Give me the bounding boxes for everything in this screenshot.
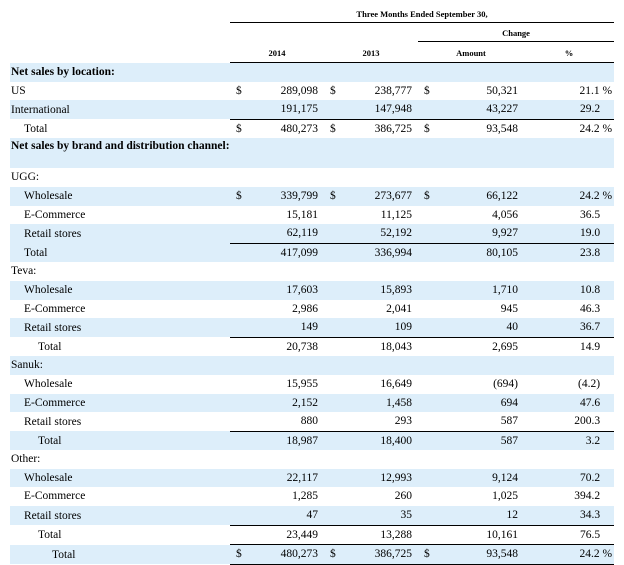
row-label: Total (10, 243, 230, 262)
value-pct: 29.2 (524, 100, 614, 119)
value-2013: 386,725 (342, 119, 418, 138)
value-2014: 22,117 (248, 469, 324, 488)
value-2014: 47 (248, 506, 324, 525)
header-row-change (10, 23, 614, 42)
row-label: Retail stores (24, 415, 82, 428)
value-pct: 3.2 (524, 431, 614, 450)
currency-symbol: $ (330, 84, 336, 97)
value-amount: 12 (436, 506, 524, 525)
row-label: Wholesale (10, 281, 230, 300)
value-amount: 9,124 (436, 469, 524, 488)
section-title: Net sales by brand and distribution channel: (10, 138, 230, 168)
table-row (10, 506, 614, 525)
header-row-columns (10, 42, 614, 63)
table-row (10, 300, 614, 319)
row-label: Total (10, 431, 230, 450)
table-row-grand-total (10, 545, 614, 565)
value-amount: 945 (500, 302, 518, 315)
value-2013: 147,948 (342, 100, 418, 119)
value-pct: 24.2 % (524, 119, 614, 138)
value-2014: 289,098 (280, 84, 318, 97)
value-pct: 200.3 (574, 415, 601, 428)
table-row-total (10, 337, 614, 356)
value-amount: 1,710 (436, 281, 524, 300)
value-2014: 15,181 (286, 208, 318, 221)
value-2014: 339,799 (248, 187, 324, 206)
table-row (10, 412, 614, 431)
table-row (10, 318, 614, 337)
section-row (10, 138, 614, 168)
currency-symbol: $ (424, 84, 430, 97)
value-2014: 2,152 (248, 394, 324, 413)
table-row (10, 100, 614, 119)
brand-row (10, 262, 614, 281)
value-amount: 4,056 (492, 208, 518, 221)
value-2013: 260 (394, 490, 412, 503)
row-label: US (11, 84, 26, 97)
table-row (10, 82, 614, 101)
value-2014: 480,273 (248, 545, 324, 565)
value-pct: 36.7 (524, 318, 614, 337)
table-row (10, 487, 614, 506)
row-label: Wholesale (10, 187, 230, 206)
currency-symbol: $ (236, 84, 242, 97)
brand-row (10, 168, 614, 187)
value-pct: 76.5 (524, 525, 614, 545)
row-label: E-Commerce (24, 208, 86, 221)
value-2014: 880 (300, 415, 318, 428)
value-2014: 18,987 (248, 431, 324, 450)
table-row (10, 375, 614, 394)
value-amount: 66,122 (436, 187, 524, 206)
row-label: Total (24, 122, 48, 135)
value-pct: 23.8 (524, 243, 614, 262)
currency-symbol: $ (324, 119, 342, 138)
value-pct: (4.2) (578, 377, 601, 390)
value-2013: 386,725 (342, 545, 418, 565)
row-label: E-Commerce (10, 394, 230, 413)
currency-symbol: $ (418, 119, 436, 138)
value-2014: 2,986 (292, 302, 318, 315)
row-label: Total (38, 529, 62, 542)
value-pct: 46.3 (579, 302, 601, 315)
brand-teva: Teva: (11, 265, 37, 278)
brand-sanuk: Sanuk: (10, 356, 614, 375)
currency-symbol: $ (324, 545, 342, 565)
value-2014: 23,449 (248, 525, 324, 545)
value-amount: 50,321 (486, 84, 518, 97)
value-2013: 13,288 (342, 525, 418, 545)
value-2014: 417,099 (248, 243, 324, 262)
table-row (10, 187, 614, 206)
value-2014: 191,175 (248, 100, 324, 119)
section-row (10, 63, 614, 82)
value-amount: 40 (436, 318, 524, 337)
brand-ugg: UGG: (11, 171, 40, 184)
value-2014: 480,273 (248, 119, 324, 138)
net-sales-table (10, 4, 614, 565)
value-2013: 15,893 (342, 281, 418, 300)
table-row (10, 224, 614, 243)
value-2013: 293 (394, 415, 412, 428)
table-row-total (10, 119, 614, 138)
value-pct: 19.0 (524, 224, 614, 243)
value-amount: 1,025 (492, 490, 518, 503)
value-amount: 10,161 (436, 525, 524, 545)
value-2013: 16,649 (380, 377, 412, 390)
table-row-total (10, 243, 614, 262)
col-pct-header: % (524, 42, 614, 63)
col-2014-header: 2014 (230, 42, 324, 63)
table-row-total (10, 525, 614, 545)
value-pct: 14.9 (524, 337, 614, 356)
row-label: Total (38, 340, 62, 353)
row-label: International (10, 100, 230, 119)
value-2014: 149 (248, 318, 324, 337)
value-2013: 2,041 (386, 302, 412, 315)
value-2013: 336,994 (342, 243, 418, 262)
table-row (10, 206, 614, 225)
value-pct: 24.2 % (524, 545, 614, 565)
value-pct: 394.2 (574, 490, 601, 503)
value-2013: 238,777 (374, 84, 412, 97)
value-2013: 18,400 (342, 431, 418, 450)
value-amount: 80,105 (436, 243, 524, 262)
period-header: Three Months Ended September 30, (230, 4, 614, 23)
currency-symbol: $ (418, 545, 436, 565)
header-row-period (10, 4, 614, 23)
value-pct: 34.3 (524, 506, 614, 525)
value-2014: 20,738 (248, 337, 324, 356)
value-pct: 36.5 (579, 208, 601, 221)
value-2013: 11,125 (380, 208, 412, 221)
row-label: E-Commerce (24, 302, 86, 315)
section-title: Net sales by location: (10, 63, 614, 82)
row-label: Total (10, 545, 230, 565)
row-label: E-Commerce (24, 490, 86, 503)
value-amount: 9,927 (436, 224, 524, 243)
value-amount: 93,548 (436, 545, 524, 565)
value-pct: 70.2 (524, 469, 614, 488)
value-2013: 109 (342, 318, 418, 337)
table-row (10, 469, 614, 488)
brand-row (10, 450, 614, 469)
value-2013: 52,192 (342, 224, 418, 243)
value-amount: 587 (436, 431, 524, 450)
value-amount: 2,695 (436, 337, 524, 356)
currency-symbol: $ (230, 545, 248, 565)
value-2013: 273,677 (342, 187, 418, 206)
currency-symbol: $ (324, 187, 342, 206)
value-amount: 587 (500, 415, 518, 428)
value-amount: 93,548 (436, 119, 524, 138)
currency-symbol: $ (230, 187, 248, 206)
row-label: Retail stores (10, 506, 230, 525)
currency-symbol: $ (418, 187, 436, 206)
table-row (10, 394, 614, 413)
table-row (10, 281, 614, 300)
col-2013-header: 2013 (324, 42, 418, 63)
value-2013: 1,458 (342, 394, 418, 413)
value-2014: 17,603 (248, 281, 324, 300)
value-2013: 12,993 (342, 469, 418, 488)
value-2014: 1,285 (292, 490, 318, 503)
value-pct: 10.8 (524, 281, 614, 300)
row-label: Wholesale (24, 377, 73, 390)
change-header: Change (418, 23, 614, 42)
value-pct: 47.6 (524, 394, 614, 413)
value-amount: 43,227 (436, 100, 524, 119)
value-pct: 24.2 % (524, 187, 614, 206)
row-label: Retail stores (10, 318, 230, 337)
value-amount: (694) (493, 377, 518, 390)
currency-symbol: $ (230, 119, 248, 138)
value-amount: 694 (436, 394, 524, 413)
row-label: Retail stores (10, 224, 230, 243)
col-amount-header: Amount (418, 42, 524, 63)
value-pct: 21.1 % (579, 84, 613, 97)
value-2014: 62,119 (248, 224, 324, 243)
value-2013: 18,043 (342, 337, 418, 356)
table-row-total (10, 431, 614, 450)
brand-other: Other: (11, 453, 41, 466)
row-label: Wholesale (10, 469, 230, 488)
brand-row (10, 356, 614, 375)
value-2014: 15,955 (286, 377, 318, 390)
value-2013: 35 (342, 506, 418, 525)
